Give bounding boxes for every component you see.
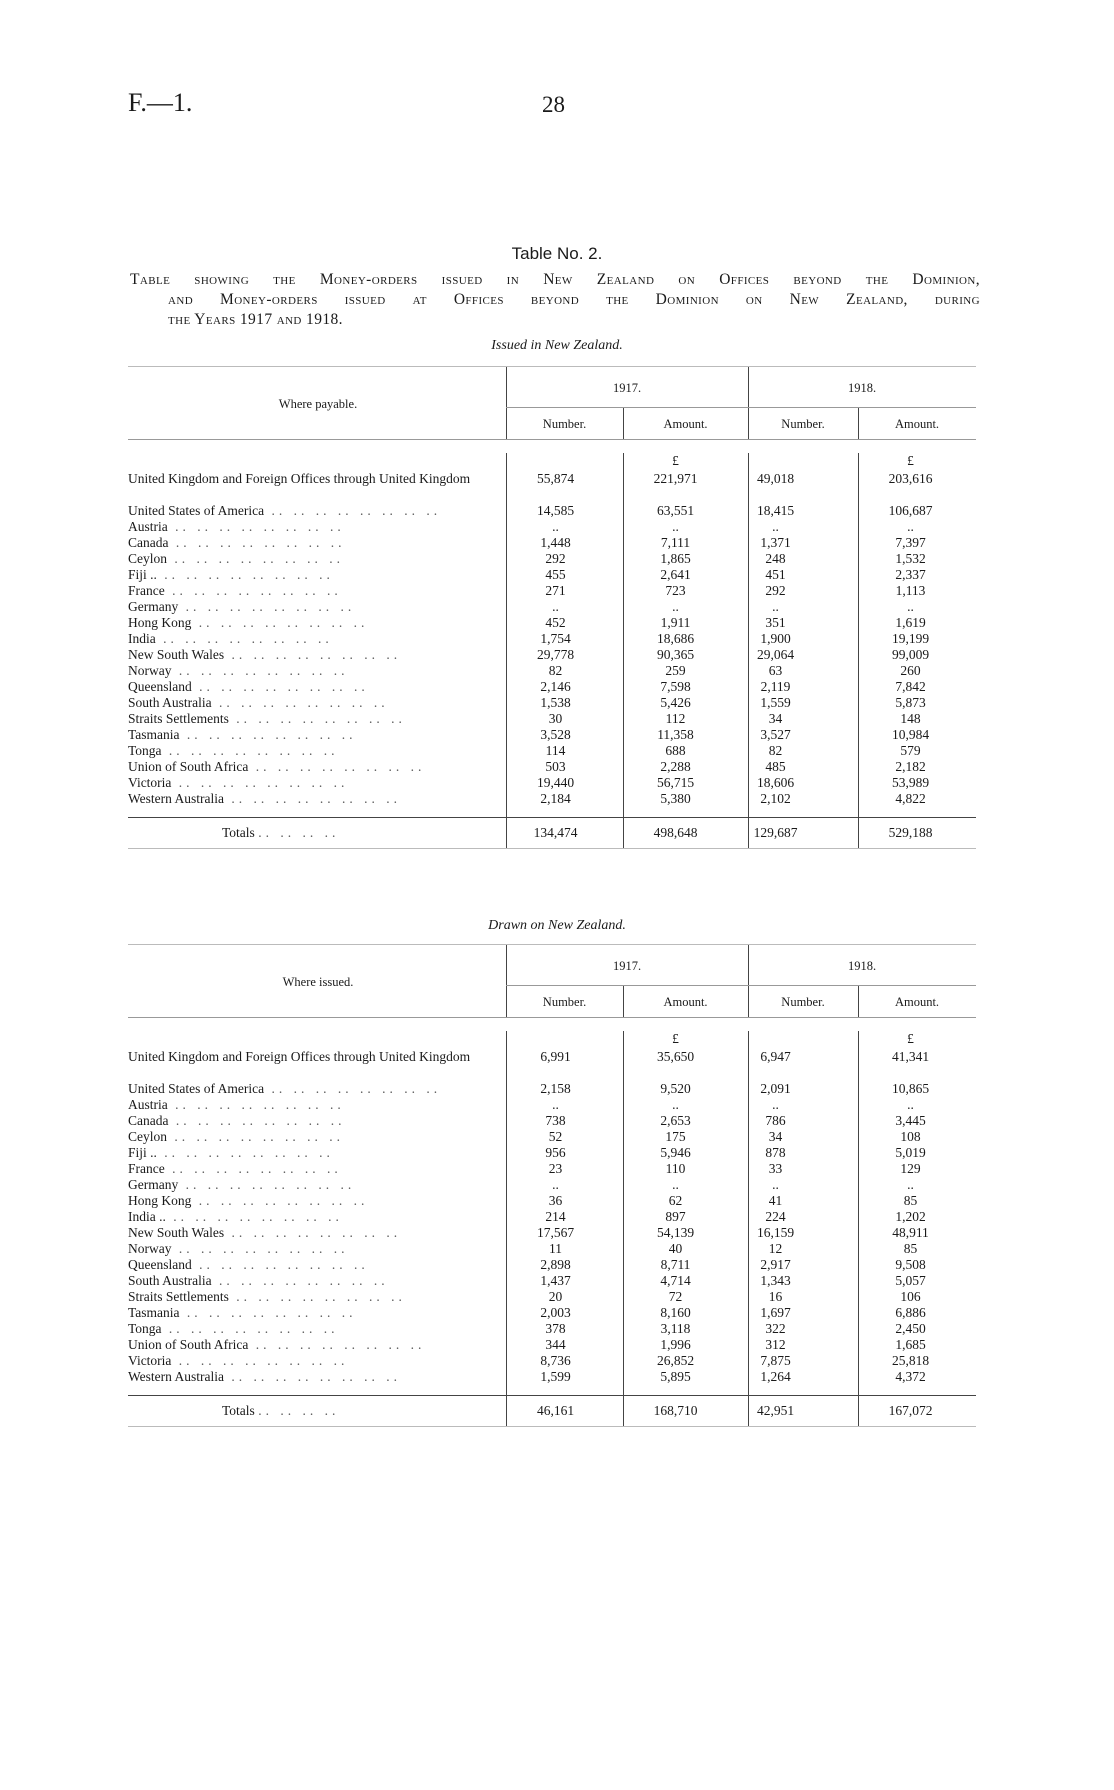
cell-number-1918: 18,606	[756, 775, 795, 790]
cell-amount-1918: 9,508	[895, 1257, 926, 1272]
cell-number-1918: 12	[768, 1241, 783, 1256]
totals-amount-1917: 168,710	[653, 1403, 698, 1418]
cell-number-1918: 6,947	[760, 1049, 791, 1064]
cell-amount-1917: 2,641	[660, 567, 691, 582]
cell-number-1918: 786	[765, 1113, 786, 1128]
cell-number-1918: 41	[768, 1193, 783, 1208]
pound-unit: £	[907, 453, 914, 468]
year-1918-header: 1918.	[847, 381, 877, 395]
cell-amount-1917: 2,288	[660, 759, 691, 774]
cell-number-1918: 18,415	[756, 503, 795, 518]
issued-table-header	[128, 366, 976, 439]
amount-header: Amount.	[894, 417, 940, 431]
cell-amount-1918: 10,865	[891, 1081, 930, 1096]
cell-amount-1918: 19,199	[891, 631, 930, 646]
cell-number-1917: 11	[549, 1241, 562, 1256]
cell-number-1918: 1,371	[760, 535, 791, 550]
table-caption	[130, 270, 980, 330]
table-row	[128, 695, 976, 711]
cell-amount-1917: 54,139	[656, 1225, 695, 1240]
where-payable-label: Where payable.	[278, 397, 358, 411]
cell-amount-1917: 259	[665, 663, 686, 678]
cell-number-1918: 451	[765, 567, 786, 582]
table-row	[128, 791, 976, 807]
table-row	[128, 1097, 976, 1113]
cell-number-1917: 344	[545, 1337, 566, 1352]
cell-number-1917: 30	[548, 711, 563, 726]
table-row	[128, 1049, 976, 1081]
cell-number-1918: 878	[765, 1145, 786, 1160]
row-label: Straits Settlements .. .. .. .. .. .. .. ..	[128, 711, 406, 726]
cell-number-1918: 1,559	[760, 695, 791, 710]
cell-number-1917: 2,158	[540, 1081, 571, 1096]
cell-number-1917: 14,585	[536, 503, 575, 518]
cell-amount-1918: 1,619	[895, 615, 926, 630]
amount-header: Amount.	[663, 995, 708, 1009]
cell-number-1917: ..	[552, 1097, 559, 1112]
cell-amount-1918: 85	[903, 1241, 918, 1256]
cell-number-1918: 224	[765, 1209, 786, 1224]
cell-amount-1918: 1,113	[895, 583, 926, 598]
table-row	[128, 471, 976, 503]
row-label: Union of South Africa .. .. .. .. .. .. .. ..	[128, 1337, 426, 1352]
table-row	[128, 647, 976, 663]
cell-number-1917: 956	[545, 1145, 566, 1160]
cell-amount-1918: 129	[900, 1161, 921, 1176]
table-row	[128, 1241, 976, 1257]
cell-amount-1918: 7,397	[895, 535, 926, 550]
cell-amount-1917: 5,380	[660, 791, 691, 806]
cell-number-1918: 3,527	[760, 727, 791, 742]
table-row	[128, 1337, 976, 1353]
cell-number-1917: 452	[545, 615, 566, 630]
caption-line-3: the Years 1917 and 1918.	[168, 311, 343, 328]
cell-number-1917: 503	[545, 759, 566, 774]
cell-amount-1918: 260	[900, 663, 921, 678]
cell-number-1917: 1,538	[540, 695, 571, 710]
cell-number-1918: 7,875	[760, 1353, 791, 1368]
cell-amount-1917: 112	[665, 711, 686, 726]
cell-number-1917: 55,874	[536, 471, 575, 486]
row-label: Norway .. .. .. .. .. .. .. ..	[128, 663, 349, 678]
totals-label: Totals .. .. .. ..	[222, 1403, 340, 1418]
cell-amount-1917: 688	[665, 743, 686, 758]
cell-number-1918: ..	[772, 519, 779, 534]
cell-amount-1917: 5,426	[660, 695, 691, 710]
cell-amount-1918: 10,984	[891, 727, 930, 742]
cell-number-1917: 378	[545, 1321, 566, 1336]
cell-number-1917: 3,528	[540, 727, 571, 742]
cell-number-1918: 82	[768, 743, 783, 758]
cell-amount-1918: 106,687	[888, 503, 933, 518]
table-row	[128, 1209, 976, 1225]
cell-amount-1918: 48,911	[892, 1225, 929, 1240]
table-row	[128, 1289, 976, 1305]
issued-subcaption: Issued in New Zealand.	[491, 338, 623, 353]
cell-number-1918: ..	[772, 599, 779, 614]
cell-amount-1917: 90,365	[656, 647, 695, 662]
cell-number-1917: 2,146	[540, 679, 571, 694]
cell-amount-1917: 1,911	[660, 615, 691, 630]
cell-amount-1917: 40	[668, 1241, 683, 1256]
page-number: 28	[542, 92, 565, 117]
amount-header: Amount.	[894, 995, 940, 1009]
row-label: Germany .. .. .. .. .. .. .. ..	[128, 599, 356, 614]
cell-amount-1917: 62	[668, 1193, 683, 1208]
row-label: Victoria .. .. .. .. .. .. .. ..	[128, 1353, 349, 1368]
totals-amount-1917: 498,648	[653, 825, 698, 840]
row-label: Ceylon .. .. .. .. .. .. .. ..	[128, 551, 344, 566]
drawn-subcaption: Drawn on New Zealand.	[488, 918, 626, 933]
cell-amount-1917: 1,865	[660, 551, 691, 566]
cell-number-1917: ..	[552, 599, 559, 614]
cell-amount-1917: 4,714	[660, 1273, 691, 1288]
page-id: F.—1.	[128, 88, 193, 117]
cell-amount-1917: 7,598	[660, 679, 691, 694]
cell-amount-1918: 148	[900, 711, 921, 726]
table-row	[128, 583, 976, 599]
amount-header: Amount.	[663, 417, 708, 431]
cell-number-1918: 34	[768, 711, 783, 726]
table-row	[128, 631, 976, 647]
table-row	[128, 1369, 976, 1385]
caption-line-1: Table showing the Money-orders issued in New Zealand on Offices beyond the Dominion,	[130, 271, 980, 288]
row-label: Tasmania .. .. .. .. .. .. .. ..	[128, 727, 357, 742]
cell-number-1917: 1,599	[540, 1369, 571, 1384]
cell-number-1918: 33	[768, 1161, 783, 1176]
cell-number-1918: 1,697	[760, 1305, 791, 1320]
cell-amount-1918: 5,057	[895, 1273, 926, 1288]
pound-unit: £	[672, 1031, 679, 1046]
row-label: South Australia .. .. .. .. .. .. .. ..	[128, 695, 389, 710]
row-label: Fiji .. .. .. .. .. .. .. .. ..	[128, 567, 334, 582]
cell-number-1917: 455	[545, 567, 566, 582]
row-label: Victoria .. .. .. .. .. .. .. ..	[128, 775, 349, 790]
table-row	[128, 1161, 976, 1177]
row-label: Ceylon .. .. .. .. .. .. .. ..	[128, 1129, 344, 1144]
row-label: Western Australia .. .. .. .. .. .. .. ..	[128, 791, 402, 806]
cell-number-1917: 17,567	[536, 1225, 575, 1240]
cell-amount-1917: 11,358	[657, 727, 694, 742]
cell-number-1918: 34	[768, 1129, 783, 1144]
cell-number-1917: 20	[548, 1289, 563, 1304]
cell-amount-1917: ..	[672, 1097, 679, 1112]
cell-amount-1918: ..	[907, 1097, 914, 1112]
cell-amount-1918: 4,822	[895, 791, 926, 806]
table-row	[128, 503, 976, 519]
cell-amount-1917: 9,520	[660, 1081, 691, 1096]
cell-number-1917: 52	[548, 1129, 563, 1144]
issued-table-body	[128, 453, 976, 848]
cell-number-1917: 82	[548, 663, 563, 678]
pound-unit: £	[907, 1031, 914, 1046]
cell-amount-1917: 110	[665, 1161, 686, 1176]
cell-amount-1917: 897	[665, 1209, 686, 1224]
cell-amount-1918: 3,445	[895, 1113, 926, 1128]
cell-number-1918: 322	[765, 1321, 786, 1336]
cell-number-1918: 63	[768, 663, 783, 678]
number-header: Number.	[781, 995, 825, 1009]
table-row	[128, 1305, 976, 1321]
cell-number-1917: ..	[552, 1177, 559, 1192]
totals-number-1917: 46,161	[536, 1403, 575, 1418]
table-row	[128, 679, 976, 695]
cell-number-1918: 312	[765, 1337, 786, 1352]
cell-amount-1918: 7,842	[895, 679, 926, 694]
row-label: Canada .. .. .. .. .. .. .. ..	[128, 1113, 346, 1128]
table-row	[128, 567, 976, 583]
cell-number-1918: ..	[772, 1177, 779, 1192]
cell-amount-1918: 2,182	[895, 759, 926, 774]
cell-number-1918: 29,064	[756, 647, 795, 662]
cell-number-1917: 2,898	[540, 1257, 571, 1272]
drawn-table-header	[128, 944, 976, 1017]
row-label: Union of South Africa .. .. .. .. .. .. .. ..	[128, 759, 426, 774]
row-label: Canada .. .. .. .. .. .. .. ..	[128, 535, 346, 550]
row-label: France .. .. .. .. .. .. .. ..	[128, 583, 342, 598]
totals-amount-1918: 167,072	[888, 1403, 933, 1418]
cell-amount-1917: 723	[665, 583, 686, 598]
cell-number-1918: 2,091	[760, 1081, 791, 1096]
table-row	[128, 663, 976, 679]
table-row	[128, 1225, 976, 1241]
cell-amount-1918: 85	[903, 1193, 918, 1208]
row-label: Austria .. .. .. .. .. .. .. ..	[128, 519, 345, 534]
table-row	[128, 615, 976, 631]
table-row	[128, 1129, 976, 1145]
row-label: United States of America .. .. .. .. .. .. .. ..	[128, 503, 442, 518]
table-row	[128, 1353, 976, 1369]
cell-number-1918: 351	[765, 615, 786, 630]
cell-amount-1918: 25,818	[891, 1353, 930, 1368]
cell-amount-1918: ..	[907, 519, 914, 534]
table-row	[128, 599, 976, 615]
cell-amount-1917: 63,551	[656, 503, 695, 518]
cell-number-1918: 16	[768, 1289, 783, 1304]
row-label: Norway .. .. .. .. .. .. .. ..	[128, 1241, 349, 1256]
cell-number-1918: 1,900	[760, 631, 791, 646]
row-label: Fiji .. .. .. .. .. .. .. .. ..	[128, 1145, 334, 1160]
row-label: New South Wales .. .. .. .. .. .. .. ..	[128, 647, 402, 662]
drawn-table	[128, 944, 976, 1426]
cell-number-1917: 1,754	[540, 631, 571, 646]
cell-amount-1917: 5,946	[660, 1145, 691, 1160]
totals-number-1917: 134,474	[533, 825, 578, 840]
cell-number-1917: 19,440	[536, 775, 575, 790]
cell-number-1917: ..	[552, 519, 559, 534]
cell-number-1917: 271	[545, 583, 566, 598]
row-label: Queensland .. .. .. .. .. .. .. ..	[128, 1257, 369, 1272]
row-label: Western Australia .. .. .. .. .. .. .. ..	[128, 1369, 402, 1384]
cell-amount-1918: 2,337	[895, 567, 926, 582]
cell-amount-1917: 3,118	[660, 1321, 691, 1336]
cell-amount-1918: 1,685	[895, 1337, 926, 1352]
cell-amount-1918: 4,372	[895, 1369, 926, 1384]
cell-number-1917: 8,736	[540, 1353, 571, 1368]
totals-row	[128, 1395, 976, 1426]
number-header: Number.	[542, 417, 587, 431]
cell-amount-1917: 56,715	[656, 775, 695, 790]
totals-number-1918: 42,951	[756, 1403, 795, 1418]
table-row	[128, 1193, 976, 1209]
row-label: South Australia .. .. .. .. .. .. .. ..	[128, 1273, 389, 1288]
cell-amount-1917: 221,971	[653, 471, 698, 486]
row-label: India .. .. .. .. .. .. .. .. ..	[128, 1209, 343, 1224]
cell-amount-1917: 175	[665, 1129, 686, 1144]
totals-row	[128, 817, 976, 848]
cell-number-1918: 1,264	[760, 1369, 791, 1384]
cell-amount-1918: 6,886	[895, 1305, 926, 1320]
cell-amount-1917: 2,653	[660, 1113, 691, 1128]
row-label: Hong Kong .. .. .. .. .. .. .. ..	[128, 1193, 369, 1208]
cell-number-1918: 2,917	[760, 1257, 791, 1272]
cell-amount-1917: 18,686	[656, 631, 695, 646]
table-row	[128, 1113, 976, 1129]
cell-amount-1918: ..	[907, 1177, 914, 1192]
table-row	[128, 1177, 976, 1193]
cell-number-1918: 485	[765, 759, 786, 774]
number-header: Number.	[542, 995, 587, 1009]
cell-amount-1917: ..	[672, 599, 679, 614]
cell-number-1917: 1,448	[540, 535, 571, 550]
table-label: Table No. 2.	[511, 244, 603, 263]
issued-table	[128, 366, 976, 848]
cell-amount-1918: 106	[900, 1289, 921, 1304]
number-header: Number.	[781, 417, 825, 431]
cell-number-1917: 1,437	[540, 1273, 571, 1288]
year-1917-header: 1917.	[612, 959, 642, 973]
row-label: Queensland .. .. .. .. .. .. .. ..	[128, 679, 369, 694]
cell-number-1917: 23	[548, 1161, 563, 1176]
cell-number-1918: 49,018	[756, 471, 795, 486]
cell-number-1917: 214	[545, 1209, 566, 1224]
cell-amount-1917: 8,160	[660, 1305, 691, 1320]
caption-line-2: and Money-orders issued at Offices beyond the Dominion on New Zealand, during	[168, 291, 980, 308]
year-1917-header: 1917.	[612, 381, 642, 395]
cell-number-1917: 6,991	[540, 1049, 571, 1064]
cell-number-1918: 16,159	[756, 1225, 795, 1240]
table-row	[128, 535, 976, 551]
table-row	[128, 1145, 976, 1161]
table-row	[128, 1273, 976, 1289]
cell-amount-1917: ..	[672, 1177, 679, 1192]
table-row	[128, 759, 976, 775]
cell-amount-1918: 2,450	[895, 1321, 926, 1336]
cell-amount-1917: 35,650	[656, 1049, 695, 1064]
pound-unit: £	[672, 453, 679, 468]
row-label: United Kingdom and Foreign Offices through United Kingdom	[128, 471, 471, 486]
cell-amount-1917: 8,711	[660, 1257, 691, 1272]
cell-number-1917: 36	[548, 1193, 563, 1208]
table-row	[128, 727, 976, 743]
table-row	[128, 743, 976, 759]
row-label: India .. .. .. .. .. .. .. ..	[128, 631, 333, 646]
row-label: France .. .. .. .. .. .. .. ..	[128, 1161, 342, 1176]
cell-number-1917: 114	[545, 743, 566, 758]
cell-number-1917: 2,003	[540, 1305, 571, 1320]
year-1918-header: 1918.	[847, 959, 877, 973]
cell-amount-1917: 72	[668, 1289, 683, 1304]
cell-number-1917: 292	[545, 551, 566, 566]
cell-number-1918: 2,102	[760, 791, 791, 806]
cell-number-1917: 2,184	[540, 791, 571, 806]
totals-amount-1918: 529,188	[888, 825, 933, 840]
cell-amount-1918: 1,532	[895, 551, 926, 566]
row-label: Tasmania .. .. .. .. .. .. .. ..	[128, 1305, 357, 1320]
row-label: United Kingdom and Foreign Offices through United Kingdom	[128, 1049, 471, 1064]
row-label: Tonga .. .. .. .. .. .. .. ..	[128, 743, 339, 758]
drawn-table-body	[128, 1031, 976, 1426]
table-row	[128, 519, 976, 535]
cell-amount-1918: 108	[900, 1129, 921, 1144]
cell-number-1918: 248	[765, 551, 786, 566]
cell-amount-1918: 99,009	[891, 647, 930, 662]
where-issued-label: Where issued.	[282, 975, 354, 989]
row-label: Germany .. .. .. .. .. .. .. ..	[128, 1177, 356, 1192]
table-row	[128, 711, 976, 727]
cell-amount-1918: ..	[907, 599, 914, 614]
cell-amount-1917: 5,895	[660, 1369, 691, 1384]
table-row	[128, 551, 976, 567]
row-label: Tonga .. .. .. .. .. .. .. ..	[128, 1321, 339, 1336]
cell-amount-1918: 1,202	[895, 1209, 926, 1224]
cell-number-1918: ..	[772, 1097, 779, 1112]
totals-number-1918: 129,687	[753, 825, 798, 840]
cell-number-1918: 292	[765, 583, 786, 598]
table-row	[128, 1081, 976, 1097]
cell-number-1917: 29,778	[536, 647, 575, 662]
cell-amount-1917: 1,996	[660, 1337, 691, 1352]
cell-amount-1918: 53,989	[891, 775, 930, 790]
cell-amount-1917: 26,852	[656, 1353, 695, 1368]
cell-amount-1918: 579	[900, 743, 921, 758]
cell-amount-1918: 41,341	[891, 1049, 930, 1064]
cell-number-1918: 1,343	[760, 1273, 791, 1288]
cell-amount-1917: ..	[672, 519, 679, 534]
totals-label: Totals .. .. .. ..	[222, 825, 340, 840]
cell-number-1917: 738	[545, 1113, 566, 1128]
row-label: Hong Kong .. .. .. .. .. .. .. ..	[128, 615, 369, 630]
row-label: Austria .. .. .. .. .. .. .. ..	[128, 1097, 345, 1112]
row-label: Straits Settlements .. .. .. .. .. .. .. ..	[128, 1289, 406, 1304]
cell-amount-1918: 203,616	[888, 471, 933, 486]
row-label: United States of America .. .. .. .. .. .. .. ..	[128, 1081, 442, 1096]
cell-amount-1918: 5,019	[895, 1145, 926, 1160]
cell-number-1918: 2,119	[760, 679, 791, 694]
table-row	[128, 775, 976, 791]
table-row	[128, 1257, 976, 1273]
table-row	[128, 1321, 976, 1337]
row-label: New South Wales .. .. .. .. .. .. .. ..	[128, 1225, 402, 1240]
cell-amount-1917: 7,111	[660, 535, 691, 550]
cell-amount-1918: 5,873	[895, 695, 926, 710]
